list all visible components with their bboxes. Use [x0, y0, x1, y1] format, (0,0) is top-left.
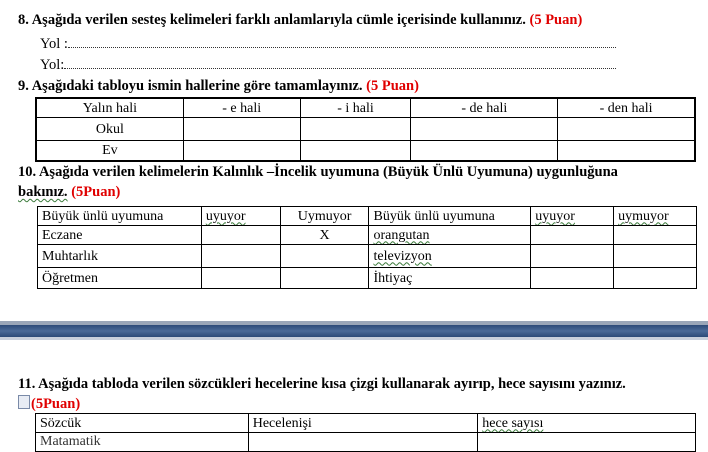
- q9-answer-cell[interactable]: [411, 141, 558, 162]
- q8-title: 8. Aşağıda verilen sesteş kelimeleri farklı anlamlarıyla cümle içerisinde kullanınız.: [18, 12, 526, 28]
- q10-word: televizyon: [369, 245, 531, 268]
- q10-header-row: [38, 207, 697, 226]
- q9-answer-cell[interactable]: [183, 141, 300, 162]
- q9-header-cell: - i hali: [300, 98, 411, 118]
- q8-points: (5 Puan): [529, 12, 583, 28]
- q10-header-cell: uyuyor: [531, 207, 614, 226]
- q9-header-cell: Yalın hali: [36, 98, 183, 118]
- table-row: [36, 433, 696, 452]
- q11-table: [35, 413, 696, 452]
- q9-answer-cell[interactable]: [558, 118, 695, 141]
- q9-header-cell: - e hali: [183, 98, 300, 118]
- q11-answer-cell[interactable]: [248, 433, 478, 452]
- q10-answer-cell[interactable]: [201, 268, 280, 289]
- q10-header-cell: Uymuyor: [280, 207, 369, 226]
- q9-header-row: [36, 98, 695, 118]
- q10-word: Eczane: [38, 226, 202, 245]
- q10-answer-cell[interactable]: [201, 226, 280, 245]
- q9-answer-cell[interactable]: [183, 118, 300, 141]
- q9-row-label: Okul: [36, 118, 183, 141]
- q9-answer-cell[interactable]: [300, 118, 411, 141]
- q10-answer-cell[interactable]: [280, 245, 369, 268]
- q9-answer-cell[interactable]: [300, 141, 411, 162]
- q11-header-row: [36, 414, 696, 433]
- table-row: [36, 118, 695, 141]
- q9-title: 9. Aşağıdaki tabloyu ismin hallerine göre tamamlayınız.: [18, 78, 363, 94]
- q10-heading-line-1: [18, 164, 618, 181]
- q11-heading: [18, 376, 626, 393]
- table-row: [38, 226, 697, 245]
- table-row: [36, 141, 695, 162]
- q10-answer-cell[interactable]: [531, 245, 614, 268]
- q10-points: (5Puan): [71, 184, 121, 200]
- q10-title-line-2: bakınız.: [18, 184, 68, 200]
- q8-answer-line-1[interactable]: [68, 35, 616, 48]
- q10-answer-cell[interactable]: [614, 226, 697, 245]
- q10-table: [37, 206, 697, 289]
- q10-heading-line-2: [18, 184, 120, 201]
- page-break-edge: [0, 337, 708, 340]
- table-row: [38, 268, 697, 289]
- q11-answer-cell[interactable]: [478, 433, 696, 452]
- q11-header-cell: hece sayısı: [478, 414, 696, 433]
- q10-answer-cell[interactable]: [531, 268, 614, 289]
- q10-word: Muhtarlık: [38, 245, 202, 268]
- q10-header-cell: uymuyor: [614, 207, 697, 226]
- q11-header-cell: Hecelenişi: [248, 414, 478, 433]
- q10-header-cell: uyuyor: [201, 207, 280, 226]
- q10-answer-cell[interactable]: [614, 268, 697, 289]
- table-move-handle-icon[interactable]: [18, 395, 30, 409]
- q11-word: Matamatik: [36, 433, 249, 452]
- q9-row-label: Ev: [36, 141, 183, 162]
- q11-points: (5Puan): [31, 396, 81, 412]
- q10-answer-cell[interactable]: X: [280, 226, 369, 245]
- q9-answer-cell[interactable]: [411, 118, 558, 141]
- q11-points-line: [18, 395, 80, 413]
- q8-line-1-label: Yol :: [40, 36, 68, 52]
- q10-answer-cell[interactable]: [280, 268, 369, 289]
- q9-answer-cell[interactable]: [558, 141, 695, 162]
- table-row: [38, 245, 697, 268]
- q8-answer-line-2[interactable]: [64, 56, 616, 69]
- q9-header-cell: - de hali: [411, 98, 558, 118]
- q8-line-2: [40, 56, 616, 74]
- q8-heading: [18, 12, 582, 29]
- q10-word: Öğretmen: [38, 268, 202, 289]
- q10-word: İhtiyaç: [369, 268, 531, 289]
- q10-header-cell: Büyük ünlü uyumuna: [369, 207, 531, 226]
- q9-header-cell: - den hali: [558, 98, 695, 118]
- q9-points: (5 Puan): [366, 78, 419, 94]
- q11-header-cell: Sözcük: [36, 414, 249, 433]
- q9-heading: [18, 78, 419, 95]
- q10-title-line-1: 10. Aşağıda verilen kelimelerin Kalınlık –İncelik uyumuna (Büyük Ünlü Uyumuna) uygunluğuna: [18, 164, 618, 180]
- q8-line-1: [40, 35, 616, 53]
- q10-word: orangutan: [369, 226, 531, 245]
- q10-answer-cell[interactable]: [614, 245, 697, 268]
- q10-header-cell: Büyük ünlü uyumuna: [38, 207, 202, 226]
- q8-line-2-label: Yol:: [40, 57, 65, 73]
- q10-answer-cell[interactable]: [201, 245, 280, 268]
- q9-table: [35, 97, 696, 162]
- q10-answer-cell[interactable]: [531, 226, 614, 245]
- page-break-band: [0, 325, 708, 337]
- q11-title: 11. Aşağıda tabloda verilen sözcükleri hecelerine kısa çizgi kullanarak ayırıp, hece sayısını yazınız.: [18, 376, 626, 392]
